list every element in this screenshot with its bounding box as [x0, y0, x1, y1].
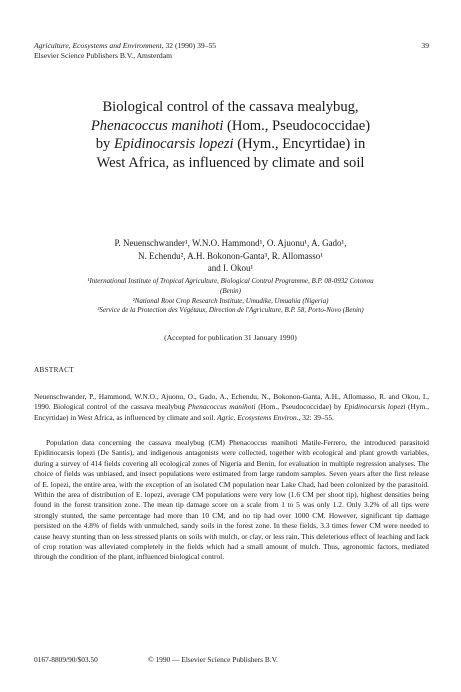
page-number: 39 — [421, 41, 429, 50]
title-line-3-rest: (Hym., Encyrtidae) in — [233, 136, 366, 152]
title-line-2-rest: (Hom., Pseudococcidae) — [223, 117, 371, 134]
affiliation-3: ³Service de la Protection des Végétaux, Direction de l'Agriculture, B.P. 58, Porto-Novo (Benin) — [97, 306, 364, 315]
publisher-line: Elsevier Science Publishers B.V., Amsterdam — [34, 51, 173, 60]
issn-code: 0167-8809/90/$03.50 — [34, 655, 98, 664]
citation-paragraph — [34, 392, 429, 423]
authors-line-3: and I. Okou¹ — [207, 263, 254, 273]
affiliation-1-country: (Benin) — [220, 286, 241, 295]
authors-line-1: P. Neuenschwander¹, W.N.O. Hammond¹, O. Ajuonu¹, A. Gado¹, — [114, 238, 347, 248]
copyright-notice: © 1990 — Elsevier Science Publishers B.V. — [148, 655, 278, 664]
abstract-body: Population data concerning the cassava mealybug (CM) Phenacoccus manihoti Matile-Ferrero, the introduced parasitoid Epidinocarsis lopezi (De Santis), and indigenous antagonists were collected, together with ecological and plant growth variables, during a survey of 414 fields covering all ecological zones of Nigeria and Benin, for evaluation in multiple regression analyses. The choice of fields was unbiased, and insect populations were estimated from large random samples. Seven years after the first release of E. lopezi, the entire area, with the exception of an isolated CM population near Lake Chad, had been colonized by the parasitoid. Within the area of distribution of E. lopezi, average CM populations were very low (1.6 CM per shoot tip), highest densities being found in the forest transition zone. The mean tip damage score on a scale from 1 to 5 was only 1.2. Only 3.2% of all tips were strongly stunted, the same percentage had more than 10 CM, and no tip had over 1000 CM. However, significant tip damage persisted on the 4.8% of fields with unmulched, sandy soils in the forest zone. In these fields, 3.3 times fewer CM were needed to cause heavy stunting than on less stressed plants on soils with mulch, or clay, or less rain. This deleterious effect of leaching and lack of crop rotation was alleviated completely in the fields which had a small amount of mulch. Thus, agronomic factors, mediated through the condition of the plant, influenced biological control. — [34, 438, 429, 562]
title-line-4: West Africa, as influenced by climate and soil — [96, 154, 365, 171]
journal-name: Agriculture, Ecosystems and Environment — [34, 41, 162, 50]
title-species-parasitoid: Epidinocarsis lopezi — [113, 136, 234, 152]
article-title — [40, 98, 421, 172]
affiliations — [40, 277, 421, 316]
title-species-mealybug: Phenacoccus manihoti — [90, 117, 224, 134]
citation-journal: Agric. Ecosystems Environ. — [217, 412, 299, 422]
citation-mid-1: (Hom., Pseudococcidae) by — [255, 402, 345, 412]
title-line-3-by: by — [95, 136, 114, 152]
citation-species-2: Epidinocarsis lopezi — [344, 402, 406, 412]
title-line-1: Biological control of the cassava mealybug, — [102, 99, 359, 115]
authors-line-2: N. Echendu², A.H. Bokonon-Ganta³, R. Allomasso¹ — [138, 250, 323, 261]
title-line-2 — [40, 117, 421, 136]
volume-info: , 32 (1990) 39–55 — [161, 41, 217, 50]
citation-pages: , 32: 39–55. — [298, 412, 334, 422]
acceptance-note: (Accepted for publication 31 January 1990) — [164, 333, 297, 342]
abstract-heading: ABSTRACT — [34, 366, 74, 374]
author-list — [40, 237, 421, 275]
affiliation-2: ²National Root Crop Research Institute, Umudike, Umuahia (Nigeria) — [132, 296, 329, 305]
running-header — [34, 41, 429, 61]
title-line-3 — [40, 135, 421, 154]
citation-species-1: Phenacoccus manihoti — [187, 402, 256, 412]
affiliation-1: ¹International Institute of Tropical Agriculture, Biological Control Programme, B.P. 08-0932 Cotonou — [87, 277, 374, 285]
citation-authors: Neuenschwander, P., Hammond, W.N.O., Ajuonu, O., Gado, A., Echendu, N., Bokonon-Ganta, A.H., Allomasso, R. and Okou, I., 1990. Biological control of the cassava mealybug — [34, 392, 429, 412]
citation-mid-2: (Hym., Encyrtidae) in West Africa, as influenced by climate and soil. — [34, 402, 429, 422]
